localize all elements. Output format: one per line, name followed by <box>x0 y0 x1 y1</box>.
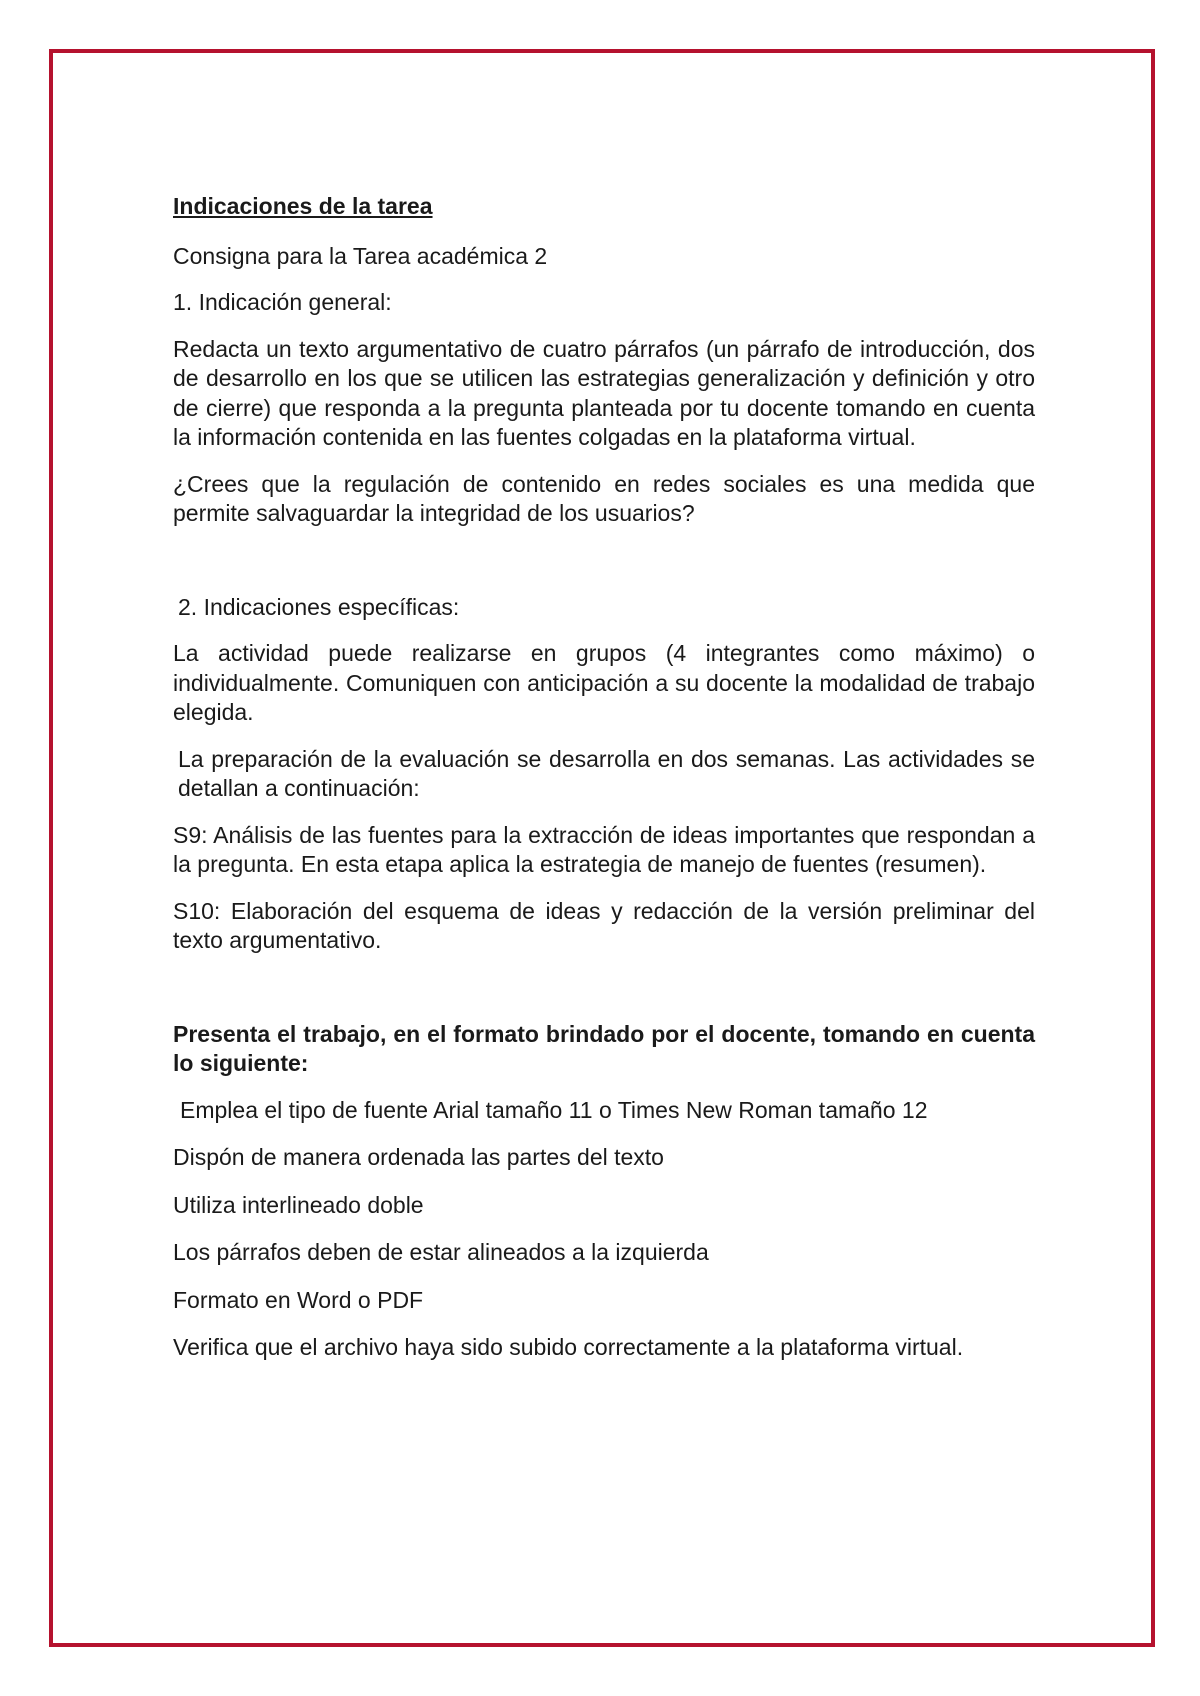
preparation-paragraph: La preparación de la evaluación se desarrolla en dos semanas. Las actividades se detallan a continuación: <box>178 745 1035 801</box>
requirement-item: Los párrafos deben de estar alineados a la izquierda <box>173 1239 709 1265</box>
presentation-title: Presenta el trabajo, en el formato brindado por el docente, tomando en cuenta lo siguiente: <box>173 1020 1035 1076</box>
question-paragraph: ¿Crees que la regulación de contenido en redes sociales es una medida que permite salvaguardar la integridad de los usuarios? <box>173 470 1035 526</box>
consigna-line: Consigna para la Tarea académica 2 <box>173 242 548 269</box>
section-2-title: 2. Indicaciones específicas: <box>178 593 460 620</box>
requirement-item: Formato en Word o PDF <box>173 1286 424 1313</box>
document-body <box>173 192 1035 1363</box>
s9-paragraph: S9: Análisis de las fuentes para la extracción de ideas importantes que respondan a la pregunta. En esta etapa aplica la estrategia de manejo de fuentes (resumen). <box>173 821 1035 877</box>
section-1-paragraph: Redacta un texto argumentativo de cuatro párrafos (un párrafo de introducción, dos de desarrollo en los que se utilicen las estrategias generalización y definición y otro de cierre) que responda a la pregunta planteada por tu docente tomando en cuenta la información contenida en las fuentes colgadas en la plataforma virtual. <box>173 335 1035 450</box>
page-title: Indicaciones de la tarea <box>173 193 433 219</box>
requirement-item: Emplea el tipo de fuente Arial tamaño 11 o Times New Roman tamaño 12 <box>180 1096 928 1123</box>
section-2-paragraph: La actividad puede realizarse en grupos (4 integrantes como máximo) o individualmente. Comuniquen con anticipación a su docente la modalidad de trabajo elegida. <box>173 640 1035 725</box>
requirement-item: Dispón de manera ordenada las partes del texto <box>173 1144 664 1170</box>
section-1-title: 1. Indicación general: <box>173 289 392 315</box>
requirement-item: Verifica que el archivo haya sido subido correctamente a la plataforma virtual. <box>173 1334 964 1360</box>
s10-paragraph: S10: Elaboración del esquema de ideas y redacción de la versión preliminar del texto argumentativo. <box>173 897 1035 953</box>
requirement-item: Utiliza interlineado doble <box>173 1191 424 1218</box>
